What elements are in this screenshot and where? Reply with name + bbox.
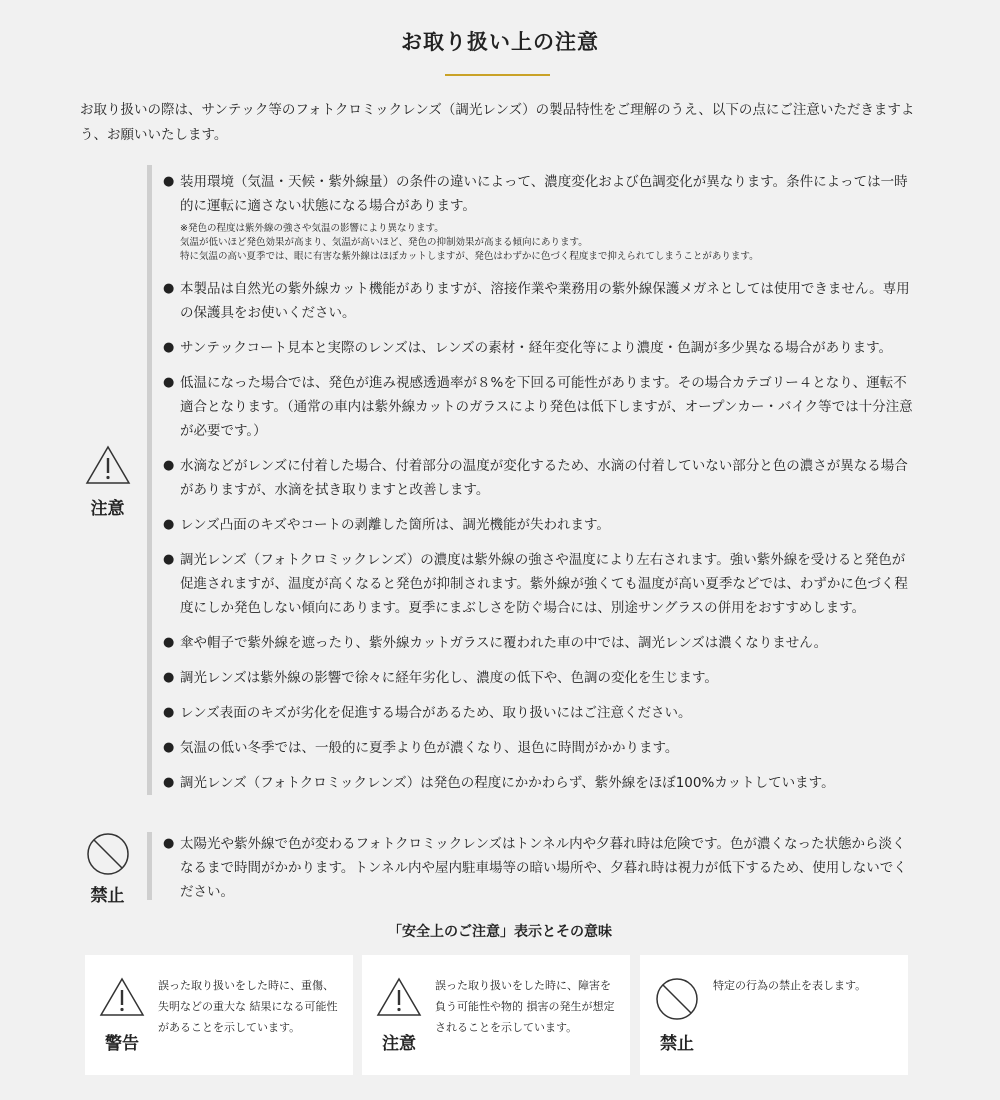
- legend-title: 「安全上のご注意」表示とその意味: [388, 924, 612, 940]
- legend-card-warning: [85, 955, 353, 1075]
- legend-card-prohibit: [640, 955, 908, 1075]
- prohibit-label: 禁止: [90, 886, 125, 906]
- warning-triangle-icon: [99, 977, 145, 1017]
- card-label: 警告: [105, 1034, 139, 1054]
- warning-triangle-icon: [85, 445, 131, 485]
- page-title: お取り扱い上の注意: [401, 30, 599, 54]
- caution-section: [80, 170, 920, 800]
- section-bar: [147, 165, 152, 795]
- prohibited-icon: [655, 977, 699, 1021]
- card-text: 誤った取り扱いをした時に、重傷、失明などの重大な 結果になる可能性があることを示しています。: [158, 979, 338, 1034]
- list-item: ● 調光レンズ（フォトクロミックレンズ）は発色の程度にかかわらず、紫外線をほぼ100%カットしています。: [163, 771, 913, 795]
- card-label: 禁止: [660, 1034, 694, 1054]
- prohibited-icon: [86, 832, 130, 876]
- list-item: [163, 170, 913, 266]
- caution-marker: [80, 445, 135, 519]
- list-item: ● 気温の低い冬季では、一般的に夏季より色が濃くなり、退色に時間がかかります。: [163, 736, 913, 760]
- legend-card-caution: [362, 955, 630, 1075]
- title-underline: [445, 74, 550, 76]
- caution-label: 注意: [90, 499, 125, 519]
- warning-triangle-icon: [376, 977, 422, 1017]
- list-item: ● 太陽光や紫外線で色が変わるフォトクロミックレンズはトンネル内や夕暮れ時は危険です。色が濃くなった状態から淡くなるまで時間がかかります。トンネル内や屋内駐車場等の暗い場所や、夕暮れ時は視力が低下するため、使用しないでください。: [163, 832, 913, 904]
- caution-list: [163, 170, 913, 806]
- intro-text: お取り扱いの際は、サンテック等のフォトクロミックレンズ（調光レンズ）の製品特性をご理解のうえ、以下の点にご注意いただきますよう、お願いいたします。: [80, 102, 915, 143]
- note-line: ※発色の程度は紫外線の強さや気温の影響により異なります。: [180, 223, 444, 234]
- section-bar: [147, 832, 152, 900]
- list-item: ● 水滴などがレンズに付着した場合、付着部分の温度が変化するため、水滴の付着していない部分と色の濃さが異なる場合がありますが、水滴を拭き取りますと改善します。: [163, 454, 913, 502]
- card-text: 特定の行為の禁止を表します。: [713, 979, 867, 992]
- list-item: ● 調光レンズ（フォトクロミックレンズ）の濃度は紫外線の強さや温度により左右されます。強い紫外線を受けると発色が促進されますが、温度が高くなると発色が抑制されます。紫外線が強くても温度が高い夏季などでは、わずかに色づく程度にしか発色しない傾向にあります。夏季にまぶしさを防ぐ場合には、別途サングラスの併用をおすすめします。: [163, 548, 913, 620]
- list-item: ● 本製品は自然光の紫外線カット機能がありますが、溶接作業や業務用の紫外線保護メガネとしては使用できません。専用の保護具をお使いください。: [163, 277, 913, 325]
- note-line: 気温が低いほど発色効果が高まり、気温が高いほど、発色の抑制効果が高まる傾向にあります。: [180, 237, 588, 248]
- list-item: ● 低温になった場合では、発色が進み視感透過率が８%を下回る可能性があります。その場合カテゴリー４となり、運転不適合となります。（通常の車内は紫外線カットのガラスにより発色は低下しますが、オープンカー・バイク等では十分注意が必要です。）: [163, 371, 913, 443]
- note-line: 特に気温の高い夏季では、眼に有害な紫外線はほぼカットしますが、発色はわずかに色づく程度まで抑えられてしまうことがあります。: [180, 251, 759, 262]
- item-text: 装用環境（気温・天候・紫外線量）の条件の違いによって、濃度変化および色調変化が異なります。条件によっては一時的に運転に適さない状態になる場合があります。: [180, 174, 908, 214]
- prohibit-marker: [80, 832, 135, 906]
- prohibit-list: [163, 832, 913, 915]
- list-item: ● 調光レンズは紫外線の影響で徐々に経年劣化し、濃度の低下や、色調の変化を生じます。: [163, 666, 913, 690]
- prohibit-section: [80, 832, 920, 907]
- list-item: ● 傘や帽子で紫外線を遮ったり、紫外線カットガラスに覆われた車の中では、調光レンズは濃くなりません。: [163, 631, 913, 655]
- list-item: ● サンテックコート見本と実際のレンズは、レンズの素材・経年変化等により濃度・色調が多少異なる場合があります。: [163, 336, 913, 360]
- card-label: 注意: [382, 1034, 416, 1054]
- note: [180, 222, 913, 266]
- card-text: 誤った取り扱いをした時に、障害を負う可能性や物的 損害の発生が想定されることを示しています。: [435, 979, 615, 1034]
- list-item: ● レンズ表面のキズが劣化を促進する場合があるため、取り扱いにはご注意ください。: [163, 701, 913, 725]
- list-item: ● レンズ凸面のキズやコートの剥離した箇所は、調光機能が失われます。: [163, 513, 913, 537]
